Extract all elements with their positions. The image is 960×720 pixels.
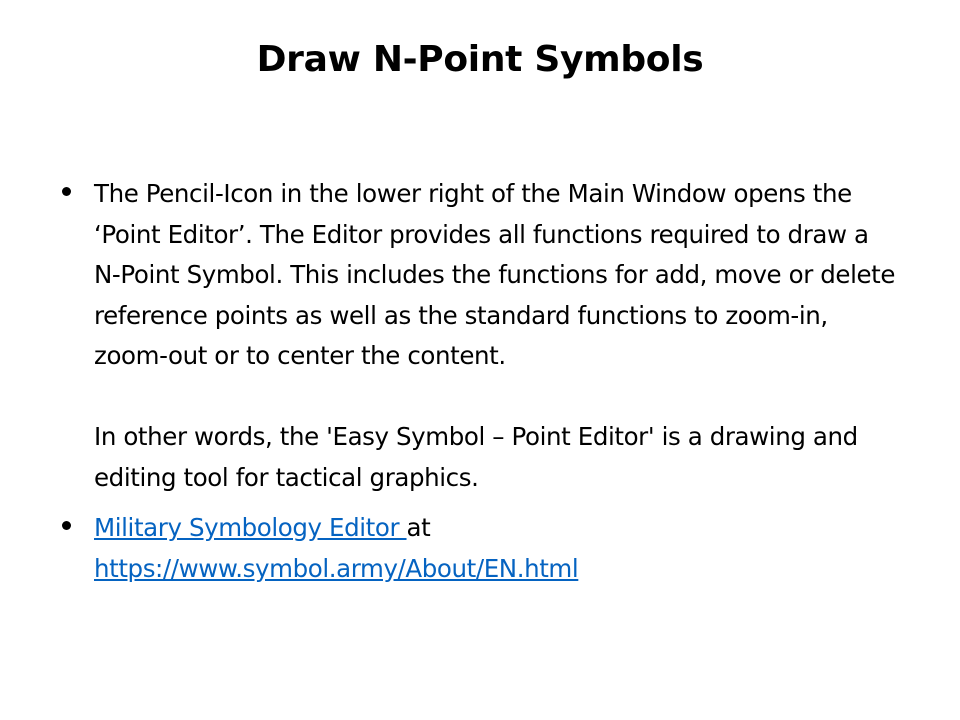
description-paragraph-1: The Pencil-Icon in the lower right of the Main Window opens the ‘Point Editor’. The Editor provides all functions required to draw a N-Point Symbol. This includes the functions for add, move or delete reference points as well as the standard functions to zoom-in, zoom-out or to center the content. bbox=[94, 179, 896, 370]
bullet-list bbox=[62, 174, 902, 589]
bullet-item-link bbox=[62, 508, 902, 589]
paragraph-break bbox=[94, 377, 902, 418]
bullet-dot-icon bbox=[62, 187, 71, 196]
slide-title: Draw N-Point Symbols bbox=[256, 39, 704, 80]
description-paragraph-2: In other words, the 'Easy Symbol – Point Editor' is a drawing and editing tool for tactical graphics. bbox=[94, 422, 858, 492]
editor-link[interactable]: Military Symbology Editor bbox=[94, 513, 407, 542]
link-connector-text: at bbox=[406, 513, 431, 542]
editor-url-link[interactable]: https://www.symbol.army/About/EN.html bbox=[94, 553, 579, 583]
bullet-dot-icon bbox=[62, 521, 71, 530]
bullet-item-description bbox=[62, 174, 902, 498]
